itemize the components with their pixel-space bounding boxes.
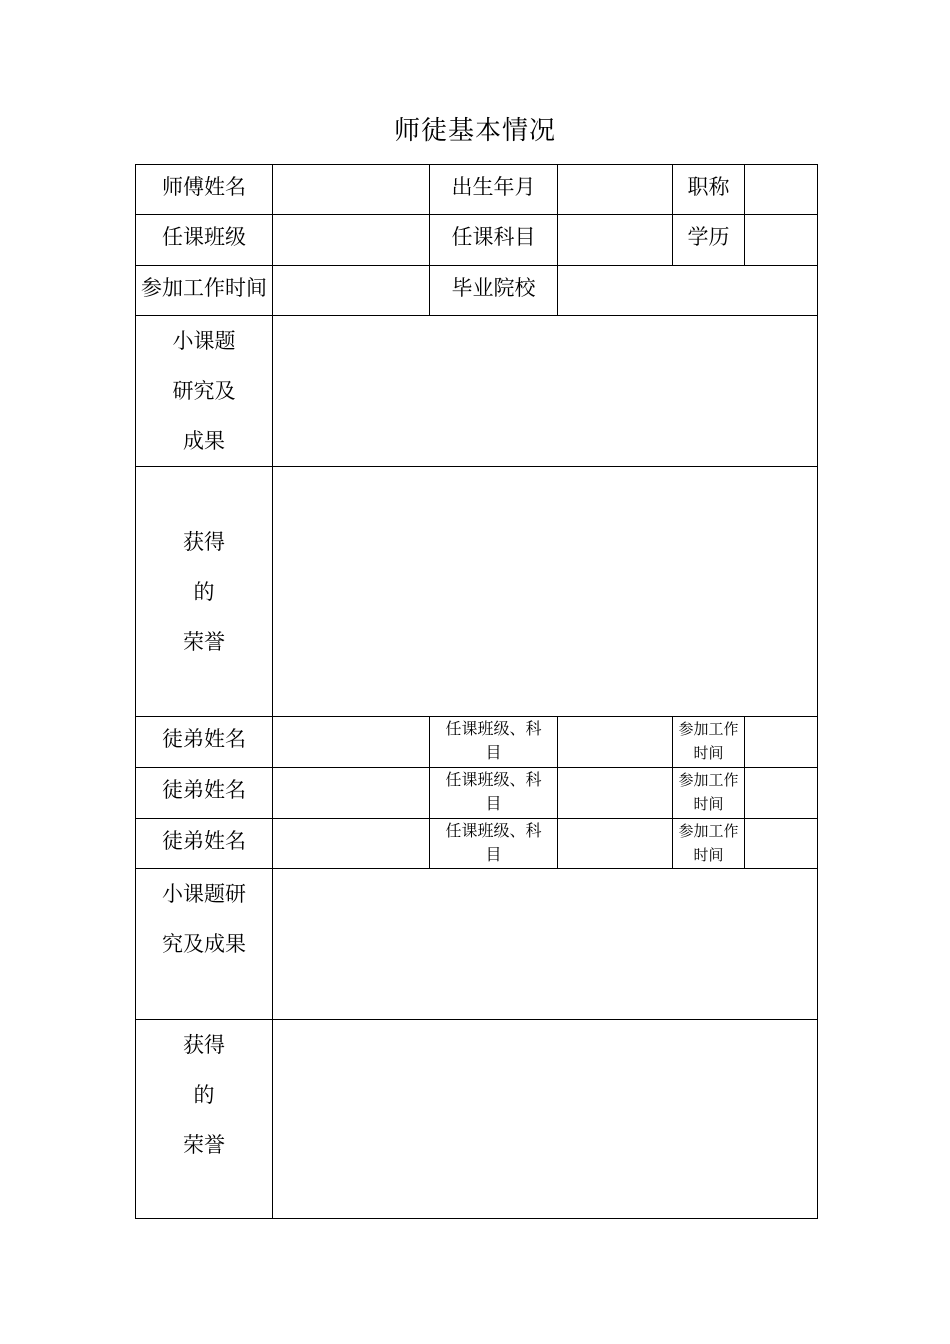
mentor-name-field[interactable] xyxy=(273,165,430,215)
apprentice-work-field[interactable] xyxy=(745,717,818,768)
label-line: 荣誉 xyxy=(183,629,225,654)
label-line: 获得 xyxy=(183,529,225,554)
label-line: 获得 xyxy=(183,1033,225,1057)
mentor-subject-field[interactable] xyxy=(558,215,673,266)
school-field[interactable] xyxy=(558,266,818,316)
job-title-field[interactable] xyxy=(745,165,818,215)
apprentice-row xyxy=(136,819,818,869)
label-line: 研究及 xyxy=(172,379,236,403)
apprentice-work-field[interactable] xyxy=(745,819,818,869)
label-line: 目 xyxy=(485,743,502,762)
label-line: 究及成果 xyxy=(162,932,246,956)
mentor-research-label xyxy=(136,316,273,467)
mentor-apprentice-form xyxy=(135,164,818,1219)
mentor-honor-field[interactable] xyxy=(273,467,818,717)
label-line: 小课题研 xyxy=(162,882,246,906)
apprentice-class-subject-field[interactable] xyxy=(558,819,673,869)
apprentice-work-field[interactable] xyxy=(745,768,818,819)
birth-field[interactable] xyxy=(558,165,673,215)
work-start-field[interactable] xyxy=(273,266,430,316)
label-line: 时间 xyxy=(693,744,724,762)
apprentice-research-field[interactable] xyxy=(273,869,818,1020)
mentor-honor-label xyxy=(136,467,273,717)
apprentice-name-label: 徒弟姓名 xyxy=(136,819,273,869)
label-line: 参加工作 xyxy=(678,822,739,840)
label-line: 时间 xyxy=(693,795,724,813)
mentor-research-row xyxy=(136,316,818,467)
mentor-name-label: 师傅姓名 xyxy=(136,165,273,215)
apprentice-class-subject-label xyxy=(430,768,558,819)
apprentice-class-subject-field[interactable] xyxy=(558,768,673,819)
apprentice-work-label xyxy=(673,717,745,768)
mentor-class-field[interactable] xyxy=(273,215,430,266)
apprentice-name-field[interactable] xyxy=(273,768,430,819)
apprentice-row xyxy=(136,768,818,819)
label-line: 任课班级、科 xyxy=(445,770,542,789)
apprentice-name-label: 徒弟姓名 xyxy=(136,717,273,768)
apprentice-name-label: 徒弟姓名 xyxy=(136,768,273,819)
apprentice-row xyxy=(136,717,818,768)
label-line: 目 xyxy=(485,845,502,864)
apprentice-honor-row xyxy=(136,1020,818,1219)
page-title: 师徒基本情况 xyxy=(393,116,556,146)
apprentice-honor-field[interactable] xyxy=(273,1020,818,1219)
label-line: 时间 xyxy=(693,846,724,864)
label-line: 任课班级、科 xyxy=(445,719,542,738)
label-line: 目 xyxy=(485,794,502,813)
apprentice-work-label xyxy=(673,768,745,819)
label-line: 荣誉 xyxy=(183,1133,225,1157)
label-line: 的 xyxy=(193,579,215,604)
mentor-row-1 xyxy=(136,165,818,215)
work-start-label: 参加工作时间 xyxy=(136,266,273,316)
school-label: 毕业院校 xyxy=(430,266,558,316)
apprentice-work-label xyxy=(673,819,745,869)
apprentice-research-row xyxy=(136,869,818,1020)
mentor-subject-label: 任课科目 xyxy=(430,215,558,266)
label-line: 的 xyxy=(193,1083,215,1107)
label-line: 参加工作 xyxy=(678,720,739,738)
label-line: 任课班级、科 xyxy=(445,821,542,840)
apprentice-class-subject-field[interactable] xyxy=(558,717,673,768)
apprentice-class-subject-label xyxy=(430,717,558,768)
label-line: 小课题 xyxy=(172,329,236,353)
education-field[interactable] xyxy=(745,215,818,266)
education-label: 学历 xyxy=(673,215,745,266)
mentor-row-3 xyxy=(136,266,818,316)
mentor-honor-row xyxy=(136,467,818,717)
apprentice-class-subject-label xyxy=(430,819,558,869)
label-line: 参加工作 xyxy=(678,771,739,789)
apprentice-research-label xyxy=(136,869,273,1020)
mentor-row-2 xyxy=(136,215,818,266)
apprentice-honor-label xyxy=(136,1020,273,1219)
label-line: 成果 xyxy=(183,429,225,453)
mentor-research-field[interactable] xyxy=(273,316,818,467)
birth-label: 出生年月 xyxy=(430,165,558,215)
mentor-class-label: 任课班级 xyxy=(136,215,273,266)
apprentice-name-field[interactable] xyxy=(273,819,430,869)
job-title-label: 职称 xyxy=(673,165,745,215)
apprentice-name-field[interactable] xyxy=(273,717,430,768)
